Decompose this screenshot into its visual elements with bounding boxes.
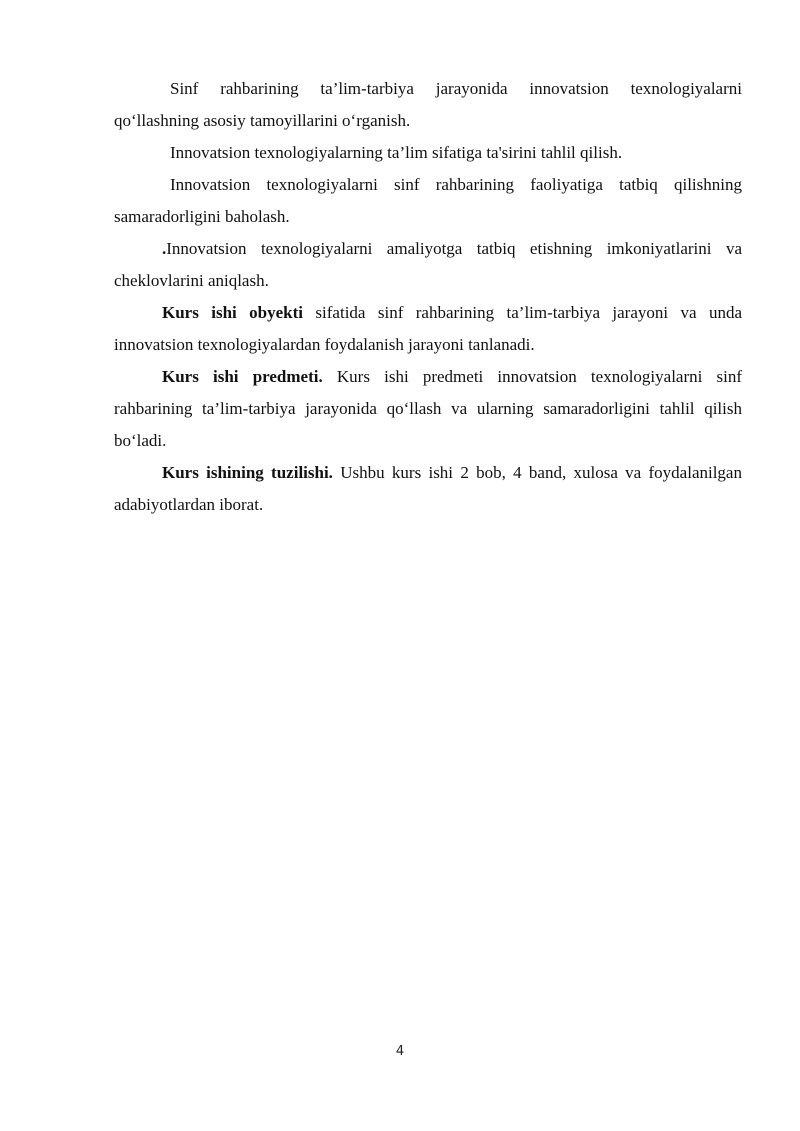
paragraph-text: Ushbu kurs ishi 2 bob, 4 band, xulosa va foydalanilgan adabiyotlardan iborat. <box>114 463 742 514</box>
paragraph-principles <box>114 73 742 137</box>
paragraph-text: sifatida sinf rahbarining ta’lim-tarbiya jarayoni va unda innovatsion texnologiyalardan foydalanish jarayoni tanlanadi. <box>114 303 742 354</box>
paragraph-text: Sinf rahbarining ta’lim-tarbiya jarayonida innovatsion texnologiyalarni qo‘llashning asosiy tamoyillarini o‘rganish. <box>114 79 742 130</box>
paragraph-text: Innovatsion texnologiyalarni sinf rahbarining faoliyatiga tatbiq qilishning samaradorligini baholash. <box>114 175 742 226</box>
paragraph-text: Innovatsion texnologiyalarni amaliyotga tatbiq etishning imkoniyatlarini va cheklovlarini aniqlash. <box>114 239 742 290</box>
paragraph-object <box>114 297 742 361</box>
paragraph-lead: Kurs ishi obyekti <box>162 303 304 322</box>
paragraph-limitations <box>114 233 742 297</box>
paragraph-lead: . <box>162 239 167 258</box>
paragraph-text: Kurs ishi predmeti innovatsion texnologiyalarni sinf rahbarining ta’lim-tarbiya jarayonida qo‘llash va ularning samaradorligini tahlil qilish bo‘ladi. <box>114 367 743 450</box>
paragraph-text: Innovatsion texnologiyalarning ta’lim sifatiga ta'sirini tahlil qilish. <box>170 143 623 162</box>
paragraph-effectiveness <box>114 169 742 233</box>
document-body <box>114 73 742 521</box>
paragraph-lead: Kurs ishining tuzilishi. <box>162 463 333 482</box>
paragraph-quality-impact <box>114 137 742 169</box>
paragraph-structure <box>114 457 742 521</box>
paragraph-subject <box>114 361 742 457</box>
page-number: 4 <box>395 1044 405 1059</box>
paragraph-lead: Kurs ishi predmeti. <box>162 367 323 386</box>
